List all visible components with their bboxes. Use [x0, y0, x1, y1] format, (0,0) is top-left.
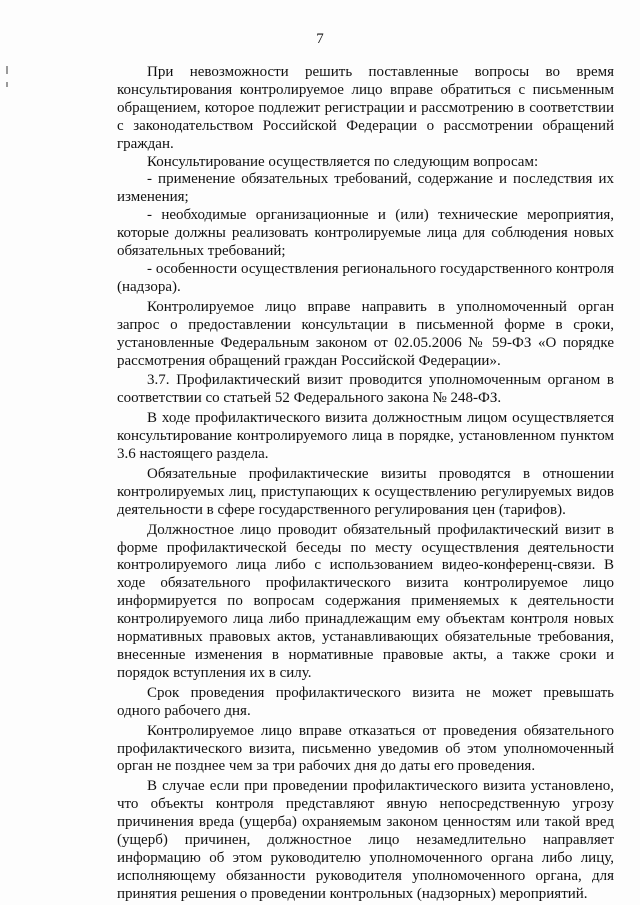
list-item-control-features: - особенности осуществления регионального государственного контроля (надзора). — [117, 260, 614, 295]
paragraph-consultation-topics: Консультирование осуществляется по следующим вопросам: — [147, 153, 539, 170]
paragraph-mandatory-visits: Обязательные профилактические визиты проводятся в отношении контролируемых лиц, приступающих к осуществлению регулируемых видов деятельности в сфере государственного регулирования цен (тарифов). — [117, 465, 614, 518]
paragraph-threat-handling: В случае если при проведении профилактического визита установлено, что объекты контроля представляют явную непосредственную угрозу причинения вреда (ущерба) охраняемым законом ценностям или такой вред (ущерб) причинен, должностное лицо незамедлительно направляет информацию об этом руководителю уполномоченного органа либо лицу, исполняющему обязанности руководителя уполномоченного органа, для принятия решения о проведении контрольных (надзорных) мероприятий. — [117, 778, 614, 902]
document-body — [117, 64, 614, 904]
paragraph-section-3-7: 3.7. Профилактический визит проводится уполномоченным органом в соответствии со статьей 52 Федерального закона № 248-ФЗ. — [117, 372, 614, 407]
list-item-requirements: - применение обязательных требований, содержание и последствия их изменения; — [117, 171, 614, 206]
paragraph-visit-consulting: В ходе профилактического визита должностным лицом осуществляется консультирование контролируемого лица в порядке, установленном пунктом 3.6 настоящего раздела. — [117, 410, 614, 463]
list-item-measures: - необходимые организационные и (или) технические мероприятия, которые должны реализовать контролируемые лица для соблюдения новых обязательных требований; — [117, 207, 614, 260]
paragraph-visit-refusal: Контролируемое лицо вправе отказаться от проведения обязательного профилактического визита, письменно уведомив об этом уполномоченный орган не позднее чем за три рабочих дня до даты его проведения. — [117, 722, 614, 775]
paragraph-written-request: Контролируемое лицо вправе направить в уполномоченный орган запрос о предоставлении консультации в письменной форме в сроки, установленные Федеральным законом от 02.05.2006 № 59-ФЗ «О порядке рассмотрения обращений граждан Российской Федерации». — [117, 298, 614, 369]
scan-artifact-mark — [6, 66, 8, 74]
scan-artifact-mark — [6, 82, 8, 87]
paragraph-visit-duration: Срок проведения профилактического визита не может превышать одного рабочего дня. — [117, 684, 614, 719]
page-number: 7 — [316, 31, 324, 47]
paragraph-visit-form: Должностное лицо проводит обязательный профилактический визит в форме профилактической беседы по месту осуществления деятельности контролируемого лица либо с использованием видео-конференц-связи. В ходе обязательного профилактического визита контролируемое лицо информируется по вопросам содержания применяемых к деятельности контролируемого лица либо принадлежащим ему объектам контроля новых нормативных правовых актов, устанавливающих обязательные требования, внесенные изменения в нормативные правовые акты, а также сроки и порядок вступления их в силу. — [117, 521, 614, 681]
paragraph-written-appeal: При невозможности решить поставленные вопросы во время консультирования контролируемое лицо вправе обратиться с письменным обращением, которое подлежит регистрации и рассмотрению в соответствии с законодательством Российской Федерации о рассмотрении обращений граждан. — [117, 64, 614, 152]
